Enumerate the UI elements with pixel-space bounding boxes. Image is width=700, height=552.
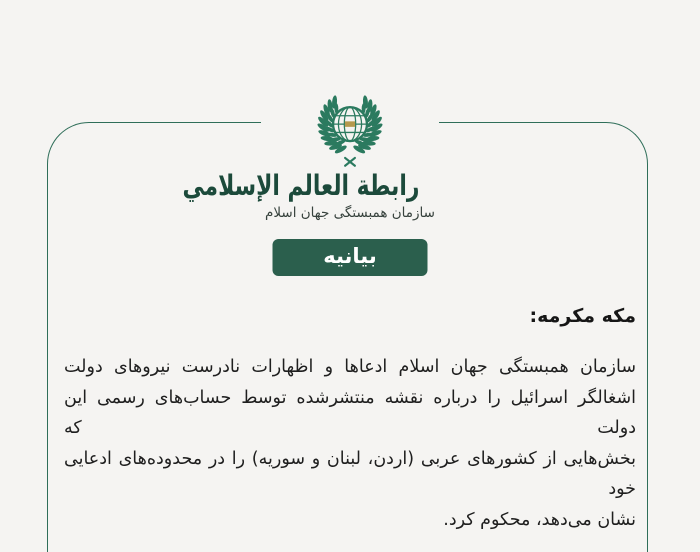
- location-heading: مکه مکرمه:: [529, 305, 636, 327]
- statement-line: نشان می‌دهد، محکوم کرد.: [443, 509, 636, 530]
- wreath-globe-emblem-icon: [301, 84, 399, 174]
- banner-label: بیانیه: [323, 244, 377, 268]
- statement-line: اشغالگر اسرائیل را درباره نقشه منتشرشده توسط حساب‌های رسمی این دولت که: [64, 387, 636, 438]
- statement-body: [64, 352, 636, 535]
- statement-line: سازمان همبستگی جهان اسلام ادعاها و اظهارات نادرست نیروهای دولت: [64, 357, 636, 377]
- kaaba-band: [345, 121, 355, 126]
- organization-name: سازمان همبستگی جهان اسلام: [265, 205, 435, 222]
- logo-block: [182, 78, 439, 222]
- statement-banner: [273, 239, 428, 276]
- statement-line: بخش‌هایی از کشورهای عربی (اردن، لبنان و سوریه) را در محدوده‌های ادعایی خود: [64, 448, 636, 499]
- arabic-calligraphy-title: رابطة العالم الإسلامي: [182, 169, 420, 202]
